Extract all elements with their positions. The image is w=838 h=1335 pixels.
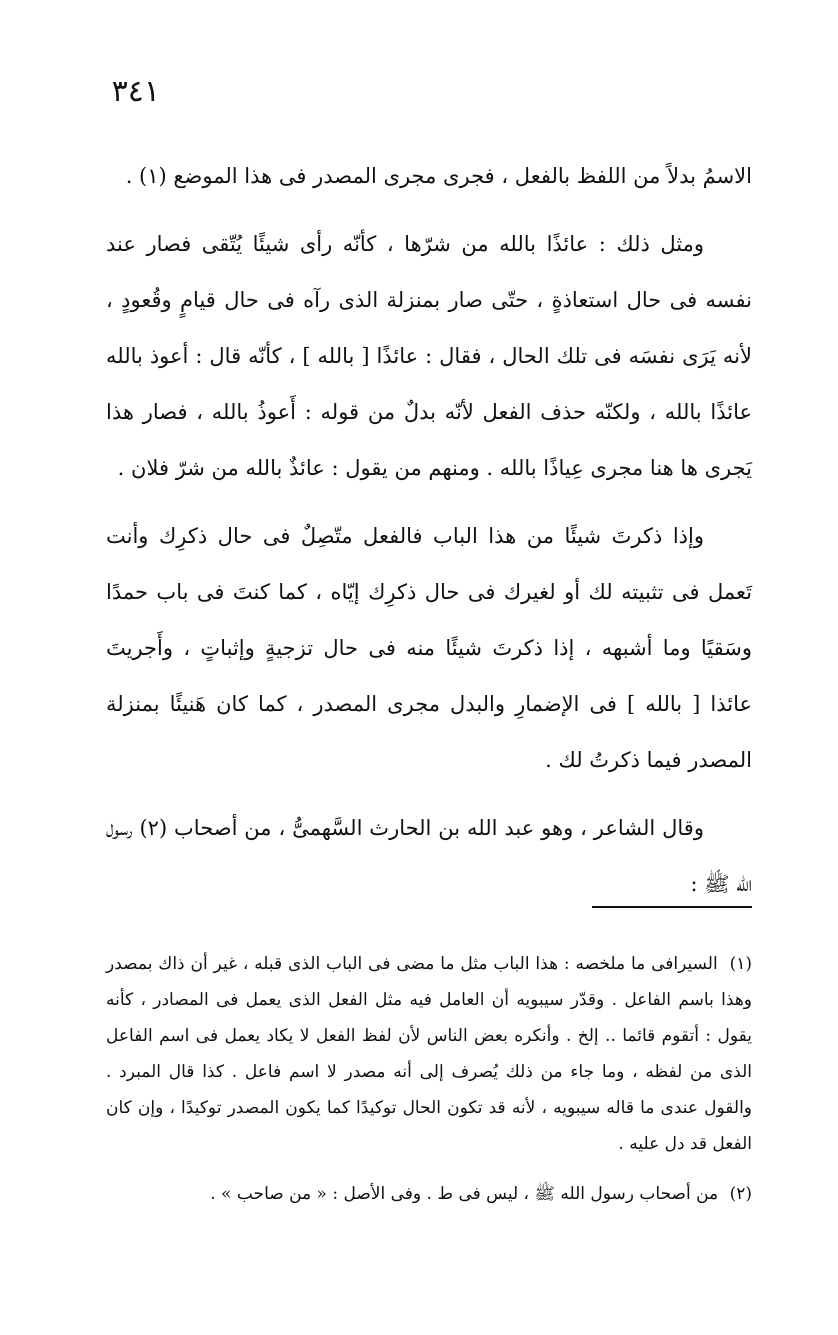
footnote-number: (٢) bbox=[729, 1184, 752, 1204]
page-number: ٣٤١ bbox=[111, 74, 160, 109]
footnote-number: (١) bbox=[729, 954, 752, 974]
paragraph-poet-intro: وقال الشاعر ، وهو عبد الله بن الحارث السَّهمىُّ ، من أصحاب (٢) رسول الله ﷺ : bbox=[106, 816, 752, 896]
paragraph-example-aidhan: ومثل ذلك : عائذًا بالله من شرّها ، كأنّه رأى شيئًا يُتّقى فصار عند نفسه فى حال استعاذةٍ ، حتّى صار بمنزلة الذى رآه فى حال قيامٍ وقُعودٍ ، لأنه يَرَى نفسَه فى تلك الحال ، فقال : عائذًا [ بالله ] ، كأنّه قال : أعوذ بالله عائذًا بالله ، ولكنّه حذف الفعل لأنّه بدلٌ من قوله : أَعوذُ بالله ، فصار هذا يَجرى ها هنا مجرى عِياذًا بالله . ومنهم من يقول : عائذٌ بالله من شرّ فلان . bbox=[106, 232, 752, 480]
footnotes bbox=[106, 946, 752, 1212]
footnote-separator bbox=[592, 906, 752, 908]
footnote-text: من أصحاب رسول الله ﷺ ، ليس فى ط . وفى الأصل : « من صاحب » . bbox=[210, 1184, 719, 1204]
paragraph-verb-connected: وإذا ذكرتَ شيئًا من هذا الباب فالفعل متّصِلٌ فى حال ذكرِك وأنت تَعمل فى تثبيته لك أو لغيرك فى حال ذكرِك إيّاه ، كما كنتَ فى باب حمدًا وسَقيًا وما أشبهه ، إذا ذكرتَ شيئًا منه فى حال تزجيةٍ وإثباتٍ ، وأَجريتَ عائذا [ بالله ] فى الإضمارِ والبدل مجرى المصدر ، كما كان هَنيئًا بمنزلة المصدر فيما ذكرتُ لك . bbox=[106, 524, 752, 772]
main-text bbox=[106, 148, 752, 912]
paragraph-continuation: الاسمُ بدلاً من اللفظ بالفعل ، فجرى مجرى المصدر فى هذا الموضع (١) . bbox=[125, 164, 752, 188]
footnote bbox=[106, 946, 752, 1162]
footnote-text: السيرافى ما ملخصه : هذا الباب مثل ما مضى فى الباب الذى قبله ، غير أن ذاك بمصدر وهذا باسم الفاعل . وقدّر سيبويه أن العامل فيه مثل الفعل الذى يعمل فى المصادر ، كأنه يقول : أتقوم قائما .. إلخ . وأنكره بعض الناس لأن لفظ الفعل لا يكاد يعمل فى اسم الفاعل الذى من لفظه ، وما جاء من ذلك يُصرف إلى أنه مصدر لا اسم فاعل . كذا قال المبرد . والقول عندى ما قاله سيبويه ، لأنه قد تكون الحال توكيدًا كما يكون المصدر توكيدًا ، وإن كان الفعل قد دل عليه . bbox=[106, 954, 752, 1154]
footnote bbox=[106, 1176, 752, 1212]
